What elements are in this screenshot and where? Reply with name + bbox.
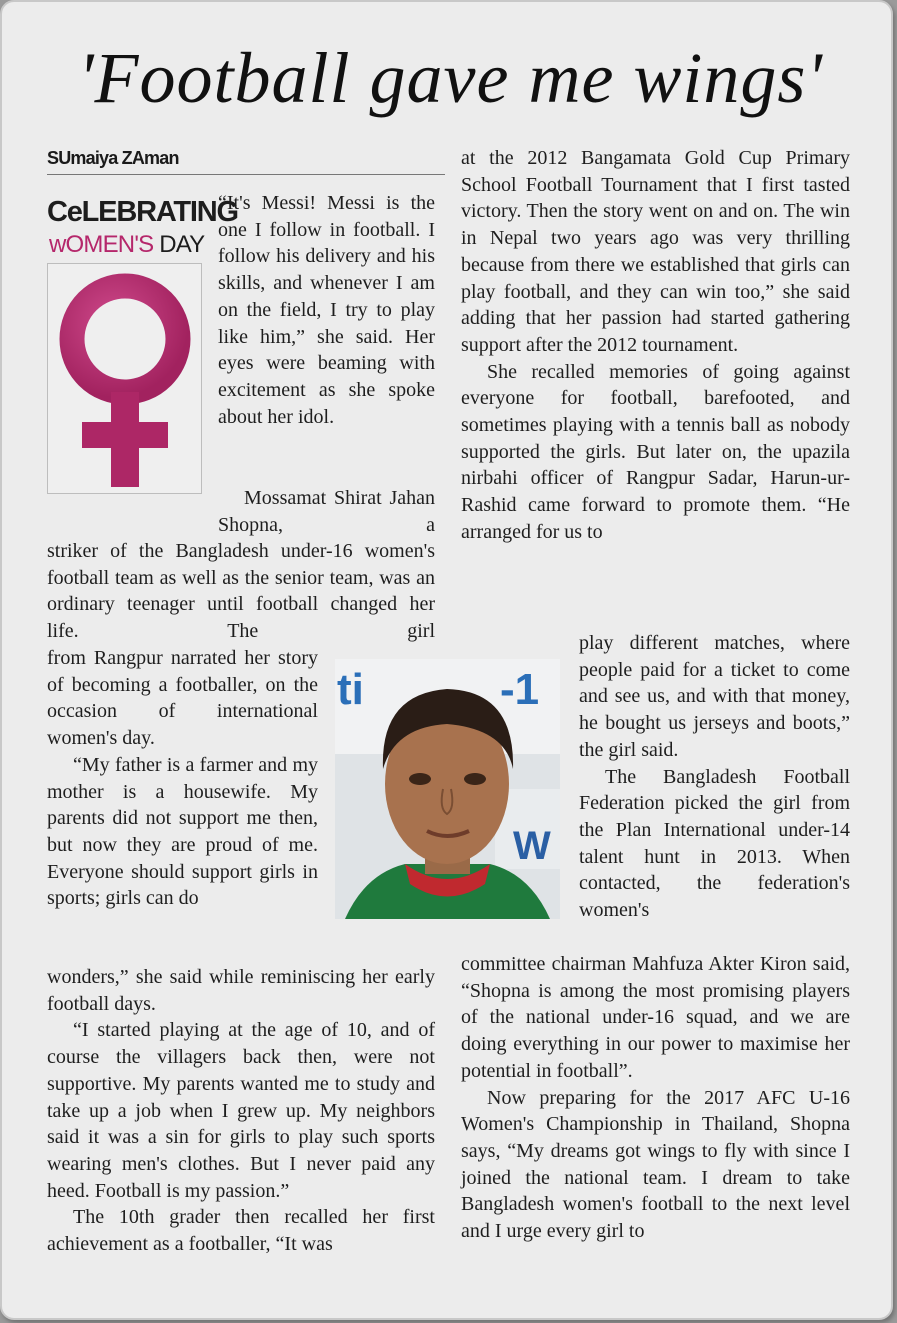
paragraph-reminiscing: wonders,” she said while reminiscing her early football days. xyxy=(47,966,435,1015)
logo-day-word: DAY xyxy=(153,231,205,258)
left-column-beside-photo xyxy=(47,645,318,912)
logo-womens-day-text xyxy=(49,231,204,259)
womens-day-logo xyxy=(47,196,238,494)
paragraph-rangpur-story: from Rangpur narrated her story of becoming a footballer, on the occasion of international women's day. xyxy=(47,647,318,750)
left-column-bottom xyxy=(47,964,435,1258)
paragraph-first-victory: at the 2012 Bangamata Gold Cup Primary School Football Tournament that I first tasted victory. Then the story went on and on. The win in Nepal two years ago was very thrilling because from there we established that girls can play football, and they can win too,” she said adding that her passion had started gathering support after the 2012 tournament. xyxy=(461,147,850,356)
paragraph-father-quote: “My father is a farmer and my mother is a housewife. My parents did not support me then, but now they are proud of me. Everyone should support girls in sports; girls can do xyxy=(47,753,318,910)
paragraph-federation-picked: The Bangladesh Football Federation picked the girl from the Plan International under-14 talent hunt in 2013. When contacted, the federation's women's xyxy=(579,765,850,922)
venus-symbol-frame xyxy=(47,263,202,494)
banner-fragment-right: -1 xyxy=(500,665,540,714)
portrait-image xyxy=(335,659,560,919)
portrait-photo xyxy=(335,659,560,919)
article-headline: 'Football gave me wings' xyxy=(78,38,823,118)
byline: SUmaiya ZAman xyxy=(47,148,179,168)
right-column-beside-photo xyxy=(579,630,850,924)
paragraph-recalled-memories: She recalled memories of going against everyone for football, barefooted, and sometimes playing with a tennis ball as nobody supported the girls. But later on, the upazila nirbahi officer of Rangpur Sadar, Harun-ur-Rashid came forward to promote them. “He arranged for us to xyxy=(461,360,850,543)
banner-fragment-w: W xyxy=(513,824,551,868)
right-column-bottom xyxy=(461,951,850,1245)
left-column-full-width xyxy=(47,538,435,645)
paragraph-striker-description: striker of the Bangladesh under-16 women's football team as well as the senior team, was an ordinary teenager until football changed her life. The girl xyxy=(47,540,435,643)
paragraph-shopna-intro: Mossamat Shirat Jahan Shopna, a xyxy=(218,487,435,536)
left-column-beside-logo xyxy=(218,190,435,430)
byline-divider xyxy=(47,174,445,175)
paragraph-matches-jerseys: play different matches, where people paid for a ticket to come and see us, and with that money, he bought us jerseys and boots,” the girl said. xyxy=(579,632,850,761)
left-column-shirat-intro xyxy=(218,485,435,538)
paragraph-committee-chairman: committee chairman Mahfuza Akter Kiron said, “Shopna is among the most promising players of the national under-16 squad, and we are doing everything in our power to maximise her potential in football”. xyxy=(461,953,850,1082)
paragraph-started-playing: “I started playing at the age of 10, and of course the villagers back then, were not supportive. My parents wanted me to study and take up a job when I grew up. My neighbors said it was a sin for girls to play such sports wearing men's clothes. But I never paid any heed. Football is my passion.” xyxy=(47,1019,435,1202)
paragraph-first-achievement: The 10th grader then recalled her first achievement as a footballer, “It was xyxy=(47,1206,435,1256)
paragraph-messi-quote: “It's Messi! Messi is the one I follow in football. I follow his delivery and his skills, and whenever I am on the field, I try to play like him,” she said. Her eyes were beaming with excitement as she spoke about her idol. xyxy=(218,192,435,428)
venus-symbol-icon xyxy=(48,264,201,493)
banner-fragment-left: ti xyxy=(337,665,364,714)
paragraph-afc-championship: Now preparing for the 2017 AFC U-16 Women's Championship in Thailand, Shopna says, “My dreams got wings to fly with since I joined the national team. I dream to take Bangladesh women's football to the next level and I urge every girl to xyxy=(461,1086,850,1243)
right-column-top xyxy=(461,145,850,546)
logo-celebrating-text: CeLEBRATING xyxy=(47,196,238,228)
logo-womens-word: wOMEN'S xyxy=(49,231,154,258)
